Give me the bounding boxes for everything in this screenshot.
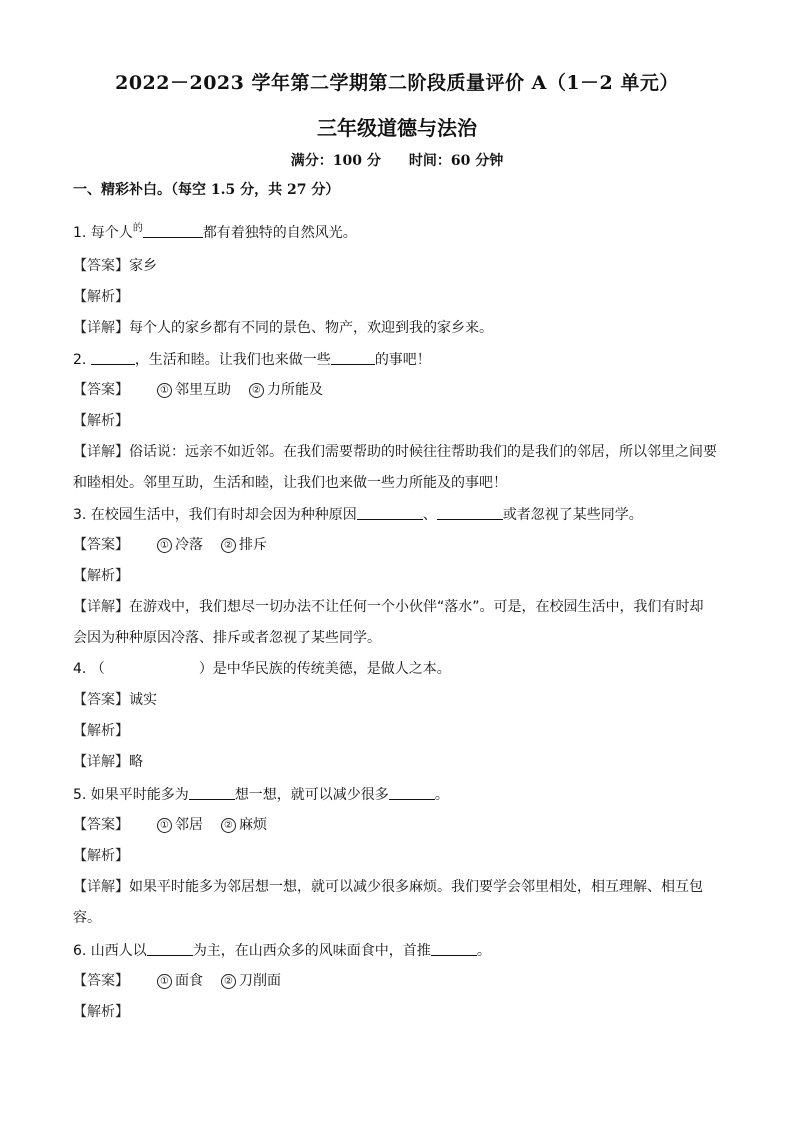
answer-text: 排斥 bbox=[239, 537, 267, 553]
answer-tag: 【答案】 bbox=[73, 537, 129, 553]
detail-line: 容。 bbox=[73, 910, 101, 926]
question-text: ）是中华民族的传统美德，是做人之本。 bbox=[198, 661, 451, 677]
question-text: 1. 每个人 bbox=[73, 225, 133, 241]
answer-tag: 【答案】 bbox=[73, 973, 129, 989]
detail-text: 略 bbox=[129, 754, 143, 770]
analysis-line bbox=[73, 411, 723, 431]
detail-text: 每个人的家乡都有不同的景色、物产，欢迎到我的家乡来。 bbox=[129, 320, 493, 336]
answer-blank bbox=[431, 940, 477, 956]
question-text: 的 bbox=[132, 223, 143, 234]
question-text: 4. （ bbox=[73, 661, 105, 677]
detail-line bbox=[73, 442, 723, 462]
answer-blank bbox=[143, 222, 203, 238]
answer-text: 麻烦 bbox=[239, 817, 267, 833]
detail-line bbox=[73, 877, 723, 897]
analysis-line bbox=[73, 846, 723, 866]
answer-tag: 【答案】 bbox=[73, 692, 129, 708]
detail-line: 和睦相处。邻里互助，生活和睦，让我们也来做一些力所能及的事吧！ bbox=[73, 475, 507, 491]
question-4 bbox=[73, 659, 723, 679]
question-3 bbox=[73, 504, 723, 525]
answer-line bbox=[73, 971, 723, 991]
circled-number: ① bbox=[157, 383, 172, 398]
question-text: 的事吧！ bbox=[374, 352, 431, 368]
question-text: 。 bbox=[434, 787, 449, 803]
answer-line bbox=[73, 535, 723, 555]
analysis-line bbox=[73, 1002, 723, 1022]
detail-line bbox=[73, 597, 723, 617]
answer-line bbox=[73, 380, 723, 400]
analysis-tag: 【解析】 bbox=[73, 848, 129, 864]
detail-tag: 【详解】 bbox=[73, 754, 129, 770]
answer-tag: 【答案】 bbox=[73, 382, 129, 398]
question-text: 5. 如果平时能多为 bbox=[73, 787, 189, 803]
detail-tag: 【详解】 bbox=[73, 320, 129, 336]
circled-number: ① bbox=[157, 974, 172, 989]
detail-tag: 【详解】 bbox=[73, 879, 129, 895]
analysis-tag: 【解析】 bbox=[73, 289, 129, 305]
answer-text: 面食 bbox=[175, 973, 203, 989]
question-text: 6. 山西人以 bbox=[73, 943, 147, 959]
question-text: 、 bbox=[422, 507, 437, 523]
answer-text: 力所能及 bbox=[267, 382, 323, 398]
circled-number: ① bbox=[157, 818, 172, 833]
detail-text: 俗话说：远亲不如近邻。在我们需要帮助的时候往往帮助我们的是我们的邻居，所以邻里之间要 bbox=[129, 444, 717, 460]
circled-number: ② bbox=[221, 818, 236, 833]
exam-meta bbox=[0, 150, 794, 170]
circled-number: ① bbox=[157, 538, 172, 553]
question-text: 为主，在山西众多的风味面食中，首推 bbox=[192, 943, 431, 959]
answer-blank bbox=[91, 349, 135, 365]
question-text: ，生活和睦。让我们也来做一些 bbox=[134, 352, 331, 368]
answer-text: 邻里互助 bbox=[175, 382, 231, 398]
detail-tag: 【详解】 bbox=[73, 444, 129, 460]
detail-line bbox=[73, 318, 723, 338]
exam-title: 2022－2023 学年第二学期第二阶段质量评价 A（1－2 单元） bbox=[115, 72, 679, 94]
answer-blank bbox=[147, 940, 193, 956]
exam-subject: 三年级道德与法治 bbox=[317, 116, 477, 140]
analysis-tag: 【解析】 bbox=[73, 568, 129, 584]
detail-line: 会因为种种原因冷落、排斥或者忽视了某些同学。 bbox=[73, 630, 381, 646]
time-limit: 时间：60 分钟 bbox=[408, 153, 504, 169]
question-text: 2. bbox=[73, 352, 91, 368]
question-text: 都有着独特的自然风光。 bbox=[202, 225, 357, 241]
answer-line bbox=[73, 690, 723, 710]
circled-number: ② bbox=[221, 538, 236, 553]
question-2 bbox=[73, 349, 723, 370]
question-5 bbox=[73, 784, 723, 805]
answer-text: 刀削面 bbox=[239, 973, 281, 989]
analysis-tag: 【解析】 bbox=[73, 1004, 129, 1020]
question-text: 或者忽视了某些同学。 bbox=[502, 507, 643, 523]
circled-number: ② bbox=[249, 383, 264, 398]
question-text: 3. 在校园生活中，我们有时却会因为种种原因 bbox=[73, 507, 357, 523]
answer-line bbox=[73, 256, 723, 276]
circled-number: ② bbox=[221, 974, 236, 989]
answer-blank bbox=[437, 504, 503, 520]
answer-text: 诚实 bbox=[129, 692, 157, 708]
answer-line bbox=[73, 815, 723, 835]
analysis-line bbox=[73, 566, 723, 586]
analysis-line bbox=[73, 287, 723, 307]
answer-text: 冷落 bbox=[175, 537, 203, 553]
analysis-tag: 【解析】 bbox=[73, 723, 129, 739]
question-6 bbox=[73, 940, 723, 961]
question-text: 想一想，就可以减少很多 bbox=[234, 787, 389, 803]
detail-text: 如果平时能多为邻居想一想，就可以减少很多麻烦。我们要学会邻里相处，相互理解、相互包 bbox=[129, 879, 703, 895]
question-1 bbox=[73, 219, 723, 243]
answer-blank bbox=[189, 784, 235, 800]
answer-tag: 【答案】 bbox=[73, 817, 129, 833]
analysis-tag: 【解析】 bbox=[73, 413, 129, 429]
analysis-line bbox=[73, 721, 723, 741]
section-heading: 一、精彩补白。（每空 1.5 分，共 27 分） bbox=[73, 182, 340, 198]
answer-text: 家乡 bbox=[129, 258, 157, 274]
detail-text: 在游戏中，我们想尽一切办法不让任何一个小伙伴“落水”。可是，在校园生活中，我们有时却 bbox=[129, 599, 704, 615]
detail-line bbox=[73, 752, 723, 772]
answer-tag: 【答案】 bbox=[73, 258, 129, 274]
answer-blank bbox=[389, 784, 435, 800]
answer-blank bbox=[357, 504, 423, 520]
question-text: 。 bbox=[476, 943, 491, 959]
answer-text: 邻居 bbox=[175, 817, 203, 833]
full-score: 满分：100 分 bbox=[290, 153, 381, 169]
detail-tag: 【详解】 bbox=[73, 599, 129, 615]
answer-blank bbox=[331, 349, 375, 365]
